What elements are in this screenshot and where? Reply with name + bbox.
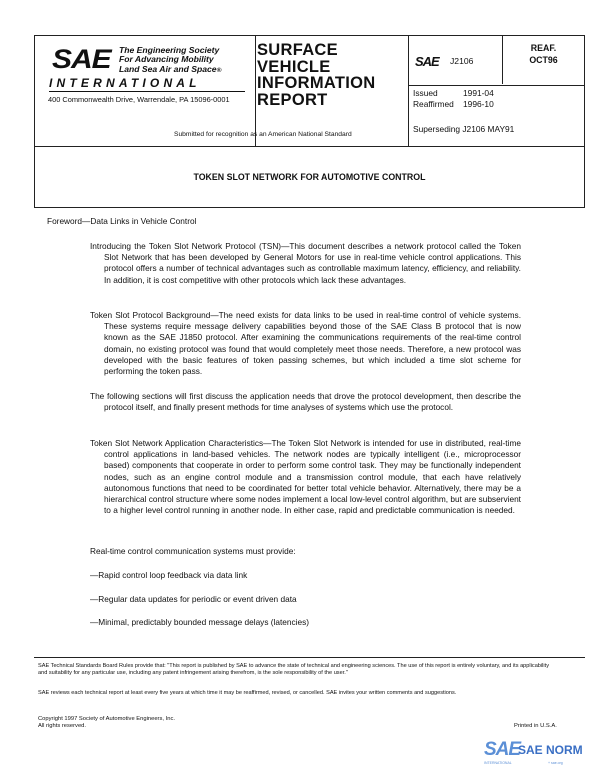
reaffirmed-date: 1996-10 [463,99,494,109]
rules-note: SAE Technical Standards Board Rules provide that: "This report is published by SAE to advance the state of technical and engineering sciences. The use of this report is entirely voluntary, and its applicability and suitability for any particular use, including any patent infringement arising therefrom, is the sole responsibility of the user." [38,663,549,676]
report-type [257,42,375,108]
report-type-line-2: VEHICLE [257,57,331,76]
header-hline [408,85,584,86]
logo-rule [49,91,245,92]
copyright: Copyright 1997 Society of Automotive Engineers, Inc. [38,716,175,722]
paragraph-5: Real-time control communication systems must provide: [90,546,296,556]
list-item: —Regular data updates for periodic or event driven data [90,594,297,604]
title-box [34,147,585,208]
report-type-line-3: INFORMATION [257,74,376,92]
submitted-note: Submitted for recognition as an American National Standard [174,131,352,138]
list-item: —Rapid control loop feedback via data link [90,570,248,580]
report-type-line-1: SURFACE [257,41,338,59]
rights: All rights reserved. [38,723,87,730]
watermark-text: SAE NORM [518,743,583,757]
reaffirmed-label: Reaffirmed [413,99,454,109]
footer-rule [34,657,585,658]
watermark-logo: SAE [484,739,521,760]
status-line-2: OCT96 [529,54,558,65]
sae-logo: SAE [52,44,111,75]
superseding: Superseding J2106 MAY91 [413,124,515,134]
society-line-2: For Advancing Mobility [119,54,214,65]
list-item: —Minimal, predictably bounded message delays (latencies) [90,617,310,627]
paragraph-3: The following sections will first discuss the application needs that drove the protocol development, then describe the protocol itself, and finally present methods for time analyses of systems which use the protocol. [90,391,521,413]
society-line-3: Land Sea Air and Space [119,63,217,74]
doc-sae-logo: SAE [415,54,439,69]
doc-number: J2106 [450,56,474,66]
trademark-symbol: ® [216,66,222,74]
watermark-sub: INTERNATIONAL [484,761,512,765]
issued-date: 1991-04 [463,88,494,98]
address-line: 400 Commonwealth Drive, Warrendale, PA 15096-0001 [48,95,230,104]
paragraph-1: Introducing the Token Slot Network Protocol (TSN)—This document describes a network protocol called the Token Slot Network that has been developed by General Motors for use in real-time vehicle control applications. This protocol offers a number of technical advantages such as controllable maximum latency, efficiency, and reliability. In addition, it is cost competitive with other protocols which lack these advantages. [90,241,521,285]
report-type-line-4: REPORT [257,90,328,109]
section-heading: Foreword—Data Links in Vehicle Control [47,216,197,226]
status-cell [502,43,585,66]
issued-label: Issued [413,88,438,98]
watermark-right: + sae.org [548,761,563,765]
review-note: SAE reviews each technical report at least every five years at which time it may be reaffirmed, revised, or cancelled. SAE invites your written comments and suggestions. [38,690,457,696]
society-tagline [119,46,221,75]
document-title: TOKEN SLOT NETWORK FOR AUTOMOTIVE CONTROL [193,172,426,182]
status-line-1: REAF. [530,43,557,53]
society-line-1: The Engineering Society [119,45,220,55]
copyright-block [38,716,175,731]
header-divider-1 [255,36,256,146]
header-divider-2 [408,36,409,146]
paragraph-2: Token Slot Protocol Background—The need exists for data links to be used in real-time control of vehicle systems. These systems require message delivery capabilities beyond those of the SAE Class B protocol that is now known as the SAE J1850 protocol. After examining the communications requirements of the real-time control domain, no existing protocol was found that would completely meet those needs. Therefore, a new protocol was developed with the basic features of token passing schemes, but which included a time slot scheme for performing the token pass. [90,310,521,377]
printed-note: Printed in U.S.A. [514,723,557,729]
international-label: INTERNATIONAL [49,76,201,90]
issue-info [413,88,494,110]
paragraph-4: Token Slot Network Application Characteristics—The Token Slot Network is intended for use in distributed, real-time control applications in land-based vehicles. The network nodes are typically intelligent (i.e., microprocessor based) components that cooperate in order to perform some control task. They may be functionally independent nodes, such as an engine control module and a transmission control module, that each have relatively autonomous functions that need to be coordinated for better total vehicle behavior. Alternatively, there may be a hierarchical control structure where some nodes implement a local low-level control algorithm, but are subservient to a higher level control running in another node. In either case, rapid and predictable communication is needed. [90,438,521,516]
